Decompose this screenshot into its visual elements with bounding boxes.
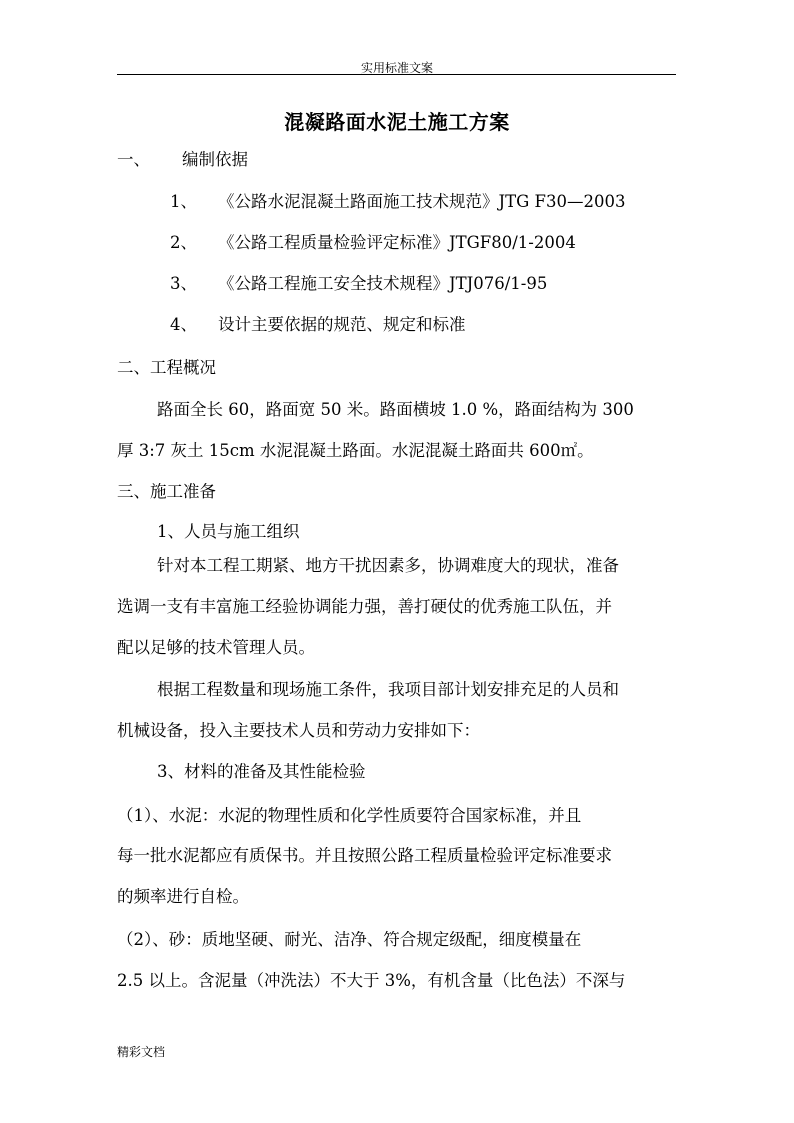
reference-item: [170, 315, 466, 335]
subsection-heading: 1、人员与施工组织: [157, 522, 300, 541]
paragraph-line: （1）、水泥：水泥的物理性质和化学性质要符合国家标准，并且: [117, 806, 582, 825]
section1-number: 一、: [117, 150, 150, 169]
reference-item-number: 2、: [170, 233, 197, 252]
section1-title: 编制依据: [182, 150, 248, 169]
overview-line: 路面全长 60，路面宽 50 米。路面横坡 1.0 %，路面结构为 300: [157, 400, 634, 419]
section3-heading: 三、施工准备: [117, 482, 216, 501]
paragraph-line: 每一批水泥都应有质保书。并且按照公路工程质量检验评定标准要求: [117, 846, 612, 865]
reference-item: [170, 192, 625, 212]
reference-item-text: 《公路水泥混凝土路面施工技术规范》JTG F30—2003: [218, 192, 626, 211]
page-footer-text: 精彩文档: [117, 1045, 166, 1059]
paragraph-line: 2.5 以上。含泥量（冲洗法）不大于 3%，有机含量（比色法）不深与: [117, 971, 626, 990]
header-divider: [117, 74, 676, 75]
reference-item-number: 1、: [170, 192, 197, 211]
reference-item-text: 《公路工程质量检验评定标准》JTGF80/1-2004: [218, 233, 576, 252]
overview-line: 厚 3:7 灰土 15cm 水泥混凝土路面。水泥混凝土路面共 600㎡。: [117, 441, 594, 460]
paragraph-line: 配以足够的技术管理人员。: [117, 638, 315, 657]
paragraph-line: 选调一支有丰富施工经验协调能力强，善打硬仗的优秀施工队伍，并: [117, 597, 612, 616]
paragraph-line: 根据工程数量和现场施工条件，我项目部计划安排充足的人员和: [157, 680, 619, 699]
paragraph-line: 机械设备，投入主要技术人员和劳动力安排如下：: [117, 721, 480, 740]
page-header-text: 实用标准文案: [360, 61, 433, 75]
reference-item: [170, 233, 576, 253]
reference-item-text: 《公路工程施工安全技术规程》JTJ076/1-95: [218, 274, 548, 293]
reference-item-number: 3、: [170, 274, 197, 293]
document-title: 混凝路面水泥土施工方案: [284, 110, 510, 134]
reference-item-number: 4、: [170, 315, 197, 334]
reference-item-text: 设计主要依据的规范、规定和标准: [218, 315, 466, 334]
section2-heading: 二、工程概况: [117, 358, 216, 377]
paragraph-line: （2）、砂：质地坚硬、耐光、洁净、符合规定级配，细度模量在: [117, 930, 582, 949]
subsection-heading: 3、材料的准备及其性能检验: [157, 762, 366, 781]
paragraph-line: 针对本工程工期紧、地方干扰因素多，协调难度大的现状，准备: [157, 556, 619, 575]
paragraph-line: 的频率进行自检。: [117, 887, 249, 906]
section1-heading: [117, 150, 248, 170]
reference-item: [170, 274, 547, 294]
